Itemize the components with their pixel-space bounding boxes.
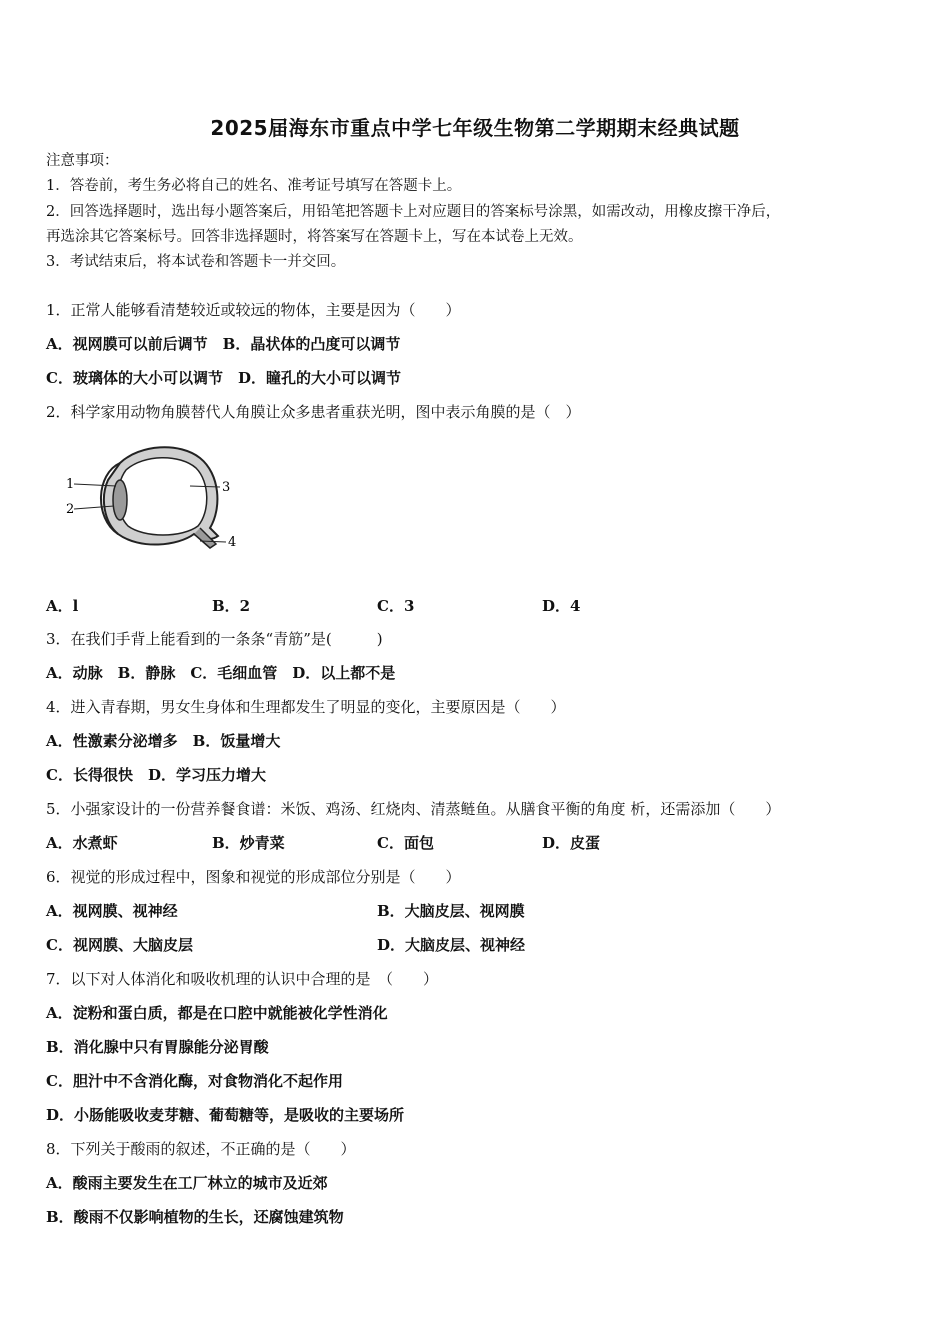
question-8-option-a: A．酸雨主要发生在工厂林立的城市及近郊: [46, 1174, 328, 1192]
question-6-option-d: D．大脑皮层、视神经: [377, 936, 526, 954]
question-7-stem: 7．以下对人体消化和吸收机理的认识中合理的是 （ ）: [46, 970, 439, 988]
figure-label-1: 1: [66, 477, 75, 492]
question-7-option-a: A．淀粉和蛋白质，都是在口腔中就能被化学性消化: [46, 1004, 388, 1022]
question-6-options-row1: [46, 901, 906, 921]
question-6-stem: 6．视觉的形成过程中，图象和视觉的形成部位分别是（ ）: [46, 868, 461, 886]
figure-label-3: 3: [222, 480, 231, 495]
question-4-options-row2: C．长得很快 D．学习压力增大: [46, 766, 266, 784]
question-6-option-c: C．视网膜、大脑皮层: [46, 936, 193, 954]
question-7-option-c: C．胆汁中不含消化酶，对食物消化不起作用: [46, 1072, 343, 1090]
notice-item: 1．答卷前，考生务必将自己的姓名、准考证号填写在答题卡上。: [46, 178, 462, 194]
question-2-option-b: B．2: [212, 597, 251, 615]
question-2-option-c: C．3: [377, 597, 415, 615]
question-2-options: [46, 596, 906, 616]
notice-item: 3．考试结束后，将本试卷和答题卡一并交回。: [46, 254, 346, 270]
notice-heading: 注意事项：: [46, 153, 119, 169]
question-4-stem: 4．进入青春期，男女生身体和生理都发生了明显的变化，主要原因是（ ）: [46, 698, 566, 716]
question-6-option-a: A．视网膜、视神经: [46, 902, 178, 920]
eye-diagram-figure: [60, 438, 240, 556]
question-5-option-c: C．面包: [377, 834, 434, 852]
page-title: 2025届海东市重点中学七年级生物第二学期期末经典试题: [210, 116, 740, 140]
question-5-option-a: A．水煮虾: [46, 834, 118, 852]
question-2-option-d: D．4: [542, 597, 581, 615]
question-4-options-row1: A．性激素分泌增多 B．饭量增大: [46, 732, 281, 750]
question-7-option-b: B．消化腺中只有胃腺能分泌胃酸: [46, 1038, 269, 1056]
notice-item: 2．回答选择题时，选出每小题答案后，用铅笔把答题卡上对应题目的答案标号涂黑，如需改动，用橡皮擦干净后，: [46, 204, 781, 220]
question-5-option-d: D．皮蛋: [542, 834, 601, 852]
question-6-options-row2: [46, 935, 906, 955]
eye-inner-chamber: [118, 458, 207, 535]
question-2-stem: 2．科学家用动物角膜替代人角膜让众多患者重获光明，图中表示角膜的是（ ）: [46, 403, 581, 421]
question-7-option-d: D．小肠能吸收麦芽糖、葡萄糖等，是吸收的主要场所: [46, 1106, 405, 1124]
question-6-option-b: B．大脑皮层、视网膜: [377, 902, 525, 920]
question-5-options: [46, 833, 906, 853]
figure-label-4: 4: [228, 535, 237, 550]
question-3-options: A．动脉 B．静脉 C．毛细血管 D．以上都不是: [46, 664, 396, 682]
question-8-stem: 8．下列关于酸雨的叙述，不正确的是（ ）: [46, 1140, 356, 1158]
question-2-option-a: A．l: [46, 597, 79, 615]
question-1-stem: 1．正常人能够看清楚较近或较远的物体，主要是因为（ ）: [46, 301, 461, 319]
question-3-stem: 3．在我们手背上能看到的一条条“青筋”是( ): [46, 630, 383, 648]
question-5-option-b: B．炒青菜: [212, 834, 285, 852]
question-1-options-row2: C．玻璃体的大小可以调节 D．瞳孔的大小可以调节: [46, 369, 401, 387]
question-5-stem: 5．小强家设计的一份营养餐食谱：米饭、鸡汤、红烧肉、清蒸鲢鱼。从膳食平衡的角度 析，还需添加（ ）: [46, 800, 781, 818]
question-8-option-b: B．酸雨不仅影响植物的生长，还腐蚀建筑物: [46, 1208, 344, 1226]
figure-label-2: 2: [66, 502, 75, 517]
notice-item: 再选涂其它答案标号。回答非选择题时，将答案写在答题卡上，写在本试卷上无效。: [46, 229, 583, 245]
question-1-options-row1: A．视网膜可以前后调节 B．晶状体的凸度可以调节: [46, 335, 401, 353]
